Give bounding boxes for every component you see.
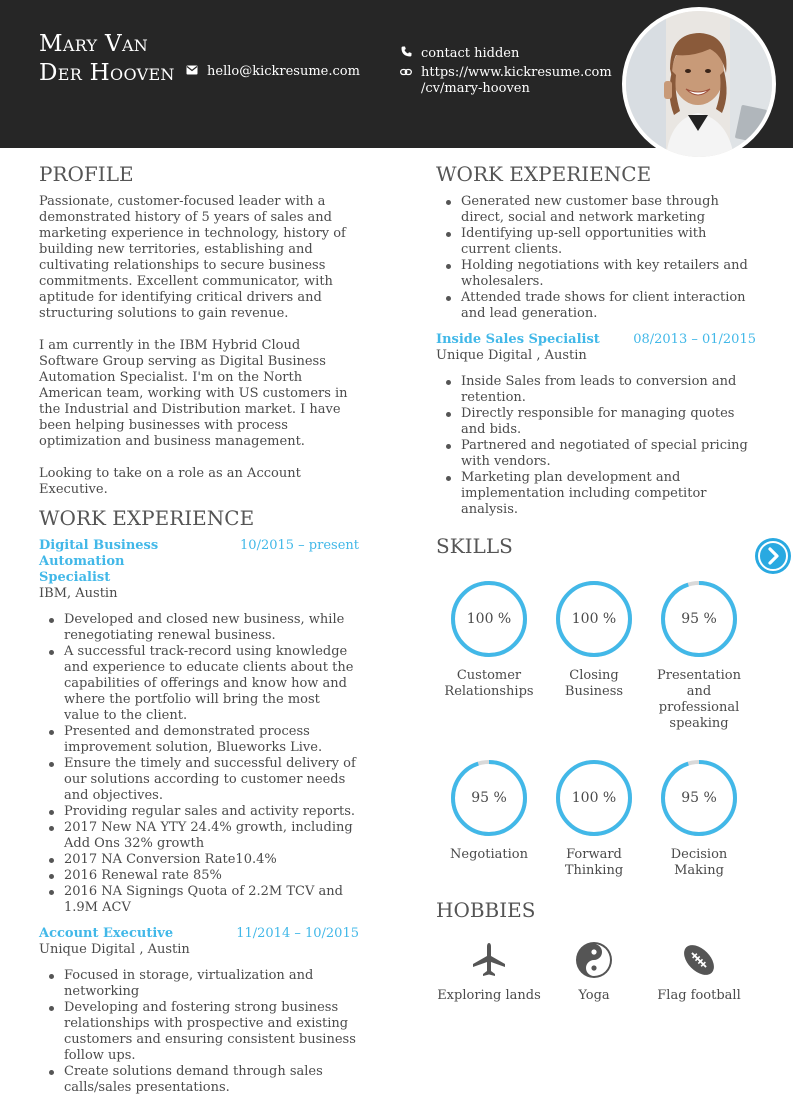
email-contact[interactable] [186, 64, 360, 80]
chevron-right-icon [755, 538, 791, 574]
skill-percent: 100 % [571, 790, 617, 806]
football-icon [679, 940, 719, 980]
profile-photo [622, 7, 776, 161]
job-title: Account Executive [39, 926, 174, 941]
resume-header [0, 0, 793, 148]
job-dates: 11/2014 – 10/2015 [236, 926, 359, 941]
profile-paragraph-1: Passionate, customer-focused leader with a demonstrated history of 5 years of sales and marketing experience in technology, history of building new territories, establishing and cultivating relationships to secure business commitments. Excellent communicator, with aptitude for identifying critical drivers and structuring solutions to gain revenue. [39, 194, 346, 321]
hobby-item [541, 940, 647, 1004]
left-column [39, 160, 359, 1096]
skill-ring [553, 757, 635, 839]
list-item: Attended trade shows for client interaction and lead generation. [461, 290, 756, 322]
skills-heading: SKILLS [436, 534, 513, 558]
skill-ring [658, 757, 740, 839]
list-item: Developed and closed new business, while renegotiating renewal business. [64, 612, 359, 644]
phone-icon [400, 46, 412, 62]
skill-label: Presentation and professional speaking [657, 668, 741, 731]
email-text[interactable]: hello@kickresume.com [207, 64, 360, 79]
list-item: Developing and fostering strong business relationships with prospective and existing customers and ensuring consistent business follow ups. [64, 1000, 359, 1064]
skill-label: Decision Making [670, 847, 728, 878]
skill-label: Negotiation [450, 847, 528, 862]
candidate-name: Mary Van Der Hooven [39, 31, 175, 86]
job-bullets [436, 194, 756, 322]
link-icon [400, 65, 412, 81]
list-item: Inside Sales from leads to conversion and retention. [461, 374, 756, 406]
website-line-1[interactable]: https://www.kickresume.com [421, 65, 612, 80]
skill-percent: 95 % [681, 611, 717, 627]
list-item: 2016 NA Signings Quota of 2.2M TCV and 1.9M ACV [64, 884, 359, 916]
list-item: 2017 New NA YTY 24.4% growth, including Add Ons 32% growth [64, 820, 359, 852]
skill-label: Closing Business [564, 668, 624, 699]
website-line-2[interactable]: /cv/mary-hooven [421, 81, 530, 96]
yin-yang-icon [574, 940, 614, 980]
airplane-icon [469, 940, 509, 980]
website-contact[interactable] [400, 65, 612, 97]
list-item: Presented and demonstrated process improvement solution, Blueworks Live. [64, 724, 359, 756]
job-header [39, 926, 359, 942]
list-item: A successful track-record using knowledge and experience to educate clients about the capabilities of offerings and know how and where the portfolio will bring the most value to the client. [64, 644, 359, 724]
skill-label: Forward Thinking [564, 847, 624, 878]
skill-item [436, 578, 542, 700]
next-page-button[interactable] [755, 538, 791, 574]
job-company: Unique Digital , Austin [39, 942, 190, 957]
list-item: Directly responsible for managing quotes and bids. [461, 406, 756, 438]
profile-paragraph-3: Looking to take on a role as an Account Executive. [39, 466, 301, 497]
skill-percent: 100 % [571, 611, 617, 627]
hobby-label: Yoga [578, 988, 610, 1003]
skill-ring [448, 578, 530, 660]
skill-item [541, 757, 647, 879]
job-company: IBM, Austin [39, 586, 118, 601]
list-item: Generated new customer base through direct, social and network marketing [461, 194, 756, 226]
job-title: Digital Business Automation Specialist [39, 538, 159, 585]
job-dates: 08/2013 – 01/2015 [633, 332, 756, 347]
list-item: Ensure the timely and successful delivery of our solutions according to customer needs and objectives. [64, 756, 359, 804]
list-item: Create solutions demand through sales calls/sales presentations. [64, 1064, 359, 1096]
job-bullets [39, 612, 359, 916]
skill-item [436, 757, 542, 863]
list-item: Holding negotiations with key retailers and wholesalers. [461, 258, 756, 290]
hobby-label: Flag football [657, 988, 741, 1003]
phone-contact [400, 46, 519, 62]
job-dates: 10/2015 – present [240, 538, 359, 553]
envelope-icon [186, 64, 198, 80]
skill-item [541, 578, 647, 700]
hobbies-heading: HOBBIES [436, 898, 536, 922]
list-item: Providing regular sales and activity reports. [64, 804, 359, 820]
list-item: 2017 NA Conversion Rate10.4% [64, 852, 359, 868]
list-item: Identifying up-sell opportunities with current clients. [461, 226, 756, 258]
job-header [436, 332, 756, 348]
skill-ring [448, 757, 530, 839]
work-experience-heading-continued: WORK EXPERIENCE [436, 162, 652, 186]
list-item: Partnered and negotiated of special pricing with vendors. [461, 438, 756, 470]
job-bullets [39, 968, 359, 1096]
job-company: Unique Digital , Austin [436, 348, 587, 363]
job-title: Inside Sales Specialist [436, 332, 600, 347]
list-item: Marketing plan development and implementation including competitor analysis. [461, 470, 756, 518]
hobby-item [436, 940, 542, 1004]
profile-heading: PROFILE [39, 162, 134, 186]
skill-label: Customer Relationships [444, 668, 534, 699]
job-bullets [436, 374, 756, 518]
skill-percent: 95 % [471, 790, 507, 806]
skill-item [646, 578, 752, 732]
hobby-label: Exploring lands [437, 988, 541, 1003]
skill-percent: 95 % [681, 790, 717, 806]
profile-paragraph-2: I am currently in the IBM Hybrid Cloud Software Group serving as Digital Business Automation Specialist. I'm on the North American team, working with US customers in the Industrial and Distribution market. I have been helping businesses with process optimization and business management. [39, 338, 348, 449]
skill-ring [658, 578, 740, 660]
list-item: 2016 Renewal rate 85% [64, 868, 359, 884]
list-item: Focused in storage, virtualization and networking [64, 968, 359, 1000]
skill-percent: 100 % [466, 611, 512, 627]
right-column [436, 160, 756, 518]
skill-ring [553, 578, 635, 660]
skill-item [646, 757, 752, 879]
work-experience-heading: WORK EXPERIENCE [39, 506, 255, 530]
phone-text: contact hidden [421, 46, 520, 61]
hobby-item [646, 940, 752, 1004]
job-header [39, 538, 359, 586]
